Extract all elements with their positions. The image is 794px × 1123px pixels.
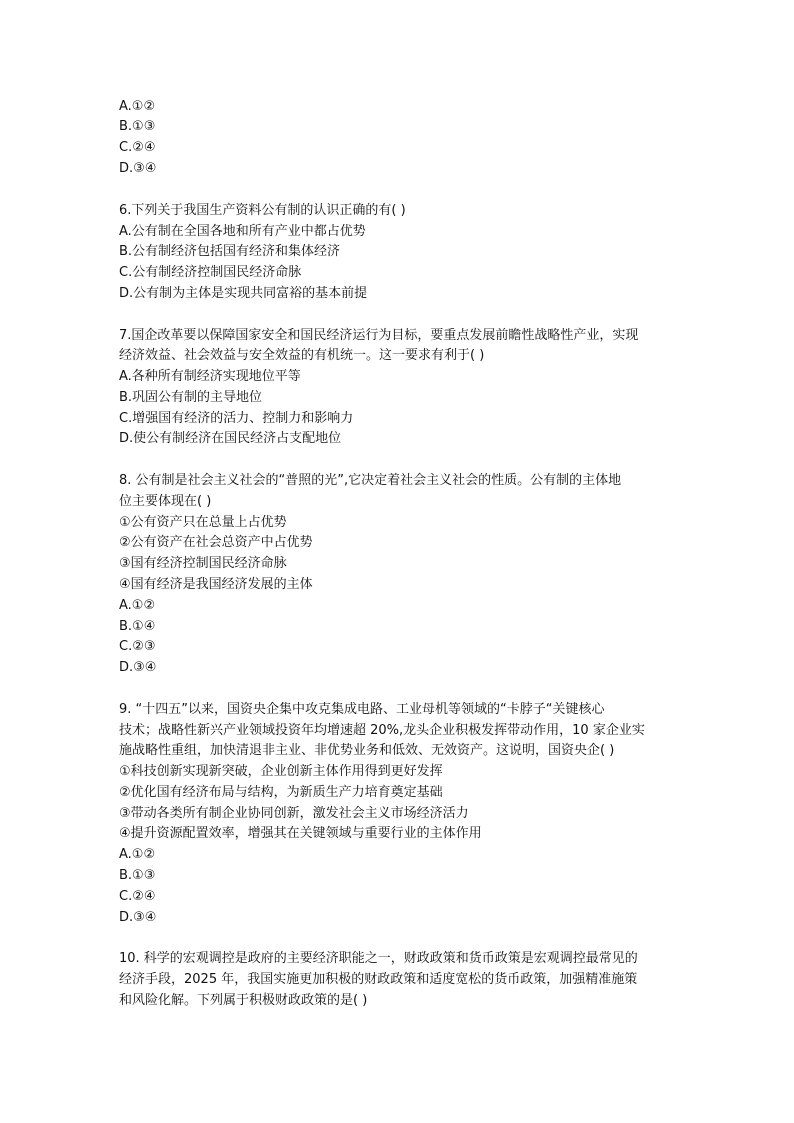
q9-option-d: D.③④ xyxy=(119,910,157,925)
q7-option-b: B.巩固公有制的主导地位 xyxy=(119,390,263,405)
q8-stem-line-2: 位主要体现在( ) xyxy=(119,494,212,509)
q5-option-c: C.②④ xyxy=(119,140,156,155)
q6-option-d: D.公有制为主体是实现共同富裕的基本前提 xyxy=(119,286,368,301)
q9-stem-line-3: 施战略性重组，加快清退非主业、非优势业务和低效、无效资产。这说明，国资央企( ) xyxy=(119,743,615,758)
q7-option-d: D.使公有制经济在国民经济占支配地位 xyxy=(119,431,342,446)
q10-stem-line-2: 经济手段，2025 年，我国实施更加积极的财政政策和适度宽松的货币政策，加强精准施策 xyxy=(119,972,638,987)
q8-option-a: A.①② xyxy=(119,598,156,613)
q8-option-d: D.③④ xyxy=(119,660,157,675)
q9-item-4: ④提升资源配置效率，增强其在关键领域与重要行业的主体作用 xyxy=(119,826,482,841)
q9-item-1: ①科技创新实现新突破，企业创新主体作用得到更好发挥 xyxy=(119,764,443,779)
q9-option-c: C.②④ xyxy=(119,889,156,904)
q9-option-a: A.①② xyxy=(119,847,156,862)
q8-option-c: C.②③ xyxy=(119,639,156,654)
q10-stem-line-1: 10. 科学的宏观调控是政府的主要经济职能之一，财政政策和货币政策是宏观调控最常见的 xyxy=(119,951,638,966)
q8-item-1: ①公有资产只在总量上占优势 xyxy=(119,515,287,530)
q9-stem-line-2: 技术；战略性新兴产业领域投资年均增速超 20%,龙头企业积极发挥带动作用，10 家企业实 xyxy=(119,723,645,738)
q6-option-a: A.公有制在全国各地和所有产业中都占优势 xyxy=(119,224,366,239)
q8-option-b: B.①④ xyxy=(119,619,156,634)
q8-item-3: ③国有经济控制国民经济命脉 xyxy=(119,556,287,571)
q7-option-c: C.增强国有经济的活力、控制力和影响力 xyxy=(119,411,354,426)
q10-stem-line-3: 和风险化解。下列属于积极财政政策的是( ) xyxy=(119,993,368,1008)
q8-item-2: ②公有资产在社会总资产中占优势 xyxy=(119,535,313,550)
q8-stem-line-1: 8. 公有制是社会主义社会的“普照的光”,它决定着社会主义社会的性质。公有制的主体地 xyxy=(119,473,622,488)
q8-item-4: ④国有经济是我国经济发展的主体 xyxy=(119,577,313,592)
q5-option-a: A.①② xyxy=(119,99,156,114)
q6-stem: 6.下列关于我国生产资料公有制的认识正确的有( ) xyxy=(119,203,406,218)
q7-stem-line-2: 经济效益、社会效益与安全效益的有机统一。这一要求有利于( ) xyxy=(119,348,485,363)
q9-item-3: ③带动各类所有制企业协同创新，激发社会主义市场经济活力 xyxy=(119,806,469,821)
q6-option-c: C.公有制经济控制国民经济命脉 xyxy=(119,265,302,280)
q9-stem-line-1: 9. “十四五”以来，国资央企集中攻克集成电路、工业母机等领域的“卡脖子“关键核心 xyxy=(119,702,605,717)
q6-option-b: B.公有制经济包括国有经济和集体经济 xyxy=(119,244,341,259)
q9-option-b: B.①③ xyxy=(119,868,156,883)
q7-stem-line-1: 7.国企改革要以保障国家安全和国民经济运行为目标，要重点发展前瞻性战略性产业，实现 xyxy=(119,328,639,343)
q5-option-d: D.③④ xyxy=(119,161,157,176)
q9-item-2: ②优化国有经济布局与结构，为新质生产力培育奠定基础 xyxy=(119,785,443,800)
q5-option-b: B.①③ xyxy=(119,119,156,134)
q7-option-a: A.各种所有制经济实现地位平等 xyxy=(119,369,301,384)
